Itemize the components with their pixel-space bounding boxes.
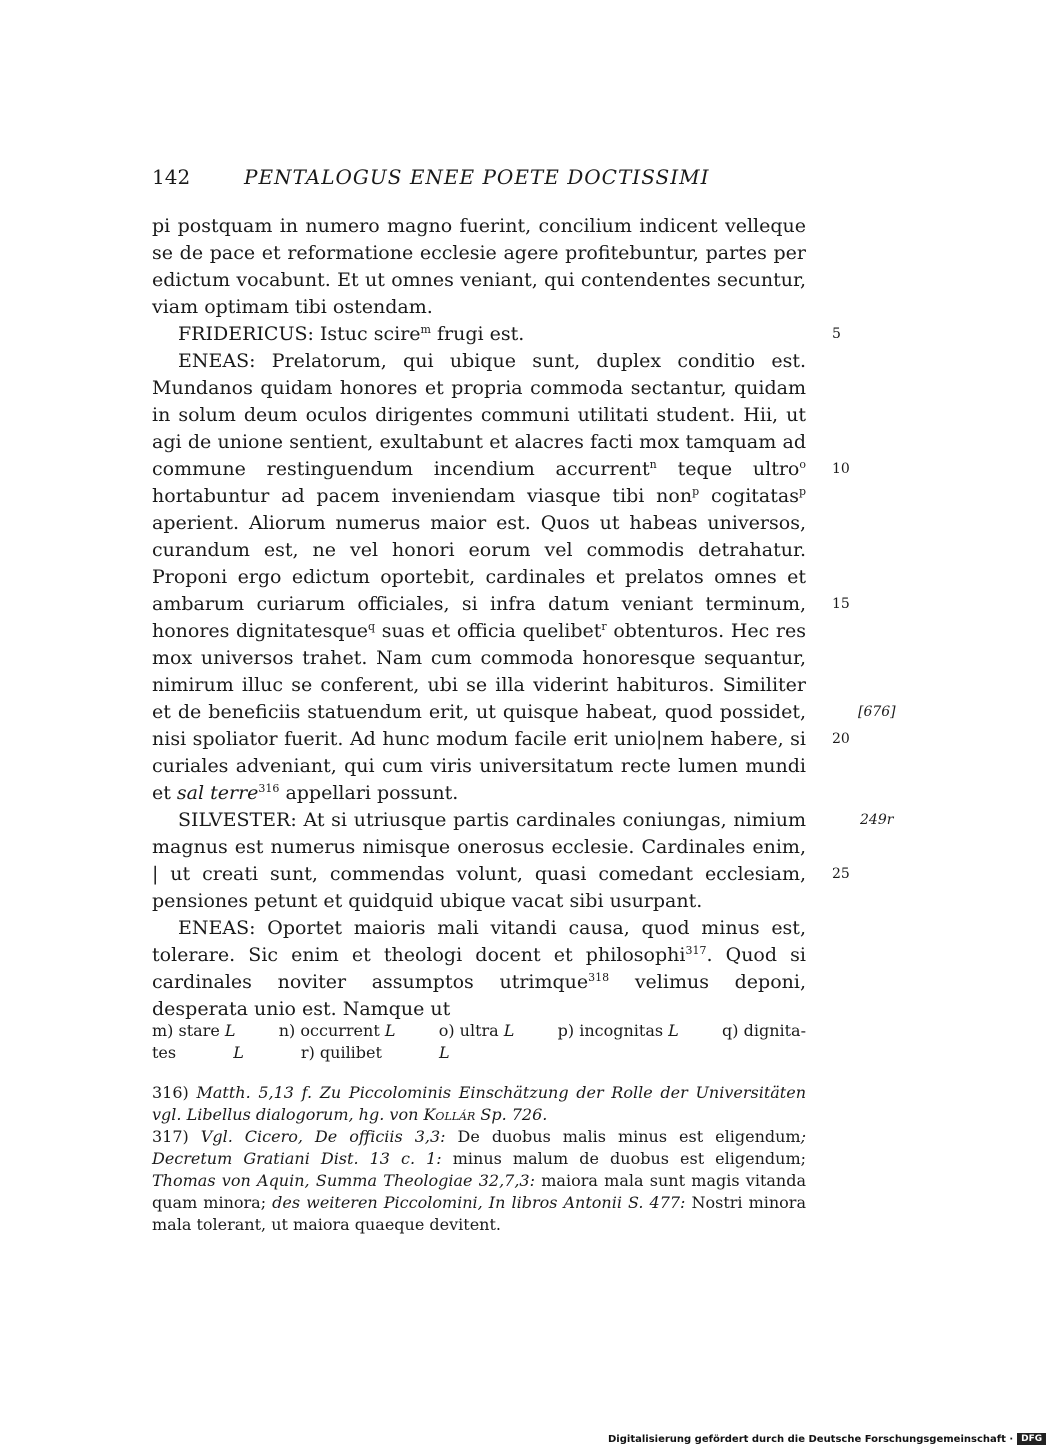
apparatus-sigil: L bbox=[439, 1043, 450, 1062]
text-span: hortabuntur ad pacem inveniendam viasque tibi non bbox=[152, 485, 693, 507]
footnotes bbox=[152, 1082, 806, 1236]
apparatus-lemma: n) occurrent bbox=[278, 1021, 385, 1040]
apparatus-sigil: L bbox=[384, 1021, 396, 1040]
apparatus-entry: q) dignita- bbox=[722, 1021, 806, 1040]
apparatus-lemma: r) quilibet bbox=[300, 1043, 388, 1062]
apparatus-lemma: p) incognitas bbox=[557, 1021, 669, 1040]
apparatus-sigil: L bbox=[224, 1021, 236, 1040]
paragraph-eneas-1 bbox=[152, 348, 806, 807]
text-span: appellari possunt. bbox=[279, 782, 459, 804]
footnote-source: ; Decretum Gratiani Dist. 13 c. 1: bbox=[152, 1127, 806, 1168]
footnote-quote: minus malum de duobus est eligendum; bbox=[441, 1149, 807, 1168]
apparatus-entry bbox=[152, 1043, 244, 1062]
apparatus-sigil: L bbox=[668, 1021, 679, 1040]
line-number: 15 bbox=[832, 596, 850, 612]
footnote-source: Vgl. Cicero, De officiis 3,3: bbox=[200, 1127, 446, 1146]
apparatus-entry bbox=[558, 1020, 679, 1042]
footnote-source: Thomas von Aquin, Summa Theologiae 32,7,3: bbox=[152, 1171, 535, 1190]
author-name: Kollár bbox=[423, 1105, 476, 1124]
quotation: sal terre bbox=[176, 782, 259, 804]
text-span: velimus deponi, desperata unio est. Namque ut bbox=[152, 971, 806, 1020]
apparatus-lemma: tes bbox=[152, 1043, 182, 1062]
apparatus-row bbox=[152, 1042, 806, 1064]
paragraph-silvester: SILVESTER: At si utriusque partis cardinales coniungas, nimium magnus est numerus nimisque onerosus ecclesie. Cardinales enim, | ut creati sunt, commendas volunt, quasi comedant ecclesiam, pensiones petunt et quidquid ubique vacat sibi usurpant. bbox=[152, 809, 806, 912]
text-span: ENEAS: Oportet maioris mali vitandi causa, quod minus est, tolerare. Sic enim et theologi docent et philosophi bbox=[152, 917, 806, 966]
text-span: aperient. Aliorum numerus maior est. Quos ut habeas universos, curandum est, ne vel honori eorum vel commodis detrahatur. Proponi ergo edictum oportebit, cardinales et prelatos omnes et ambarum curiarum officiales, si infra datum veniant terminum, honores dignitatesque bbox=[152, 512, 806, 642]
text-span: suas et officia quelibet bbox=[375, 620, 602, 642]
footnote-text: Sp. 726. bbox=[475, 1105, 548, 1124]
text-span: obtenturos. Hec res mox universos trahet. Nam cum commoda honoresque sequantur, nimirum illuc se conferent, ubi se illa viderint habituros. Similiter et de beneficiis statuendum erit, ut quisque habeat, quod possidet, nisi spoliator fuerit. Ad hunc modum facile erit unio|nem habere, si curiales adveniant, qui cum viris universitatum recte lumen mundi et bbox=[152, 620, 806, 804]
apparatus-mark: r bbox=[601, 620, 607, 633]
line-number: 10 bbox=[832, 461, 850, 477]
text-span: cogitatas bbox=[699, 485, 799, 507]
apparatus-mark: n bbox=[649, 458, 657, 471]
footnote-text: Matth. 5,13 f. Zu Piccolominis Einschätzung der Rolle der Universitäten vgl. Libellus dialogorum, hg. von bbox=[152, 1083, 806, 1124]
footnote-317 bbox=[152, 1126, 806, 1236]
footnote-316 bbox=[152, 1082, 806, 1126]
edition-page-ref: [676] bbox=[858, 704, 896, 720]
footnote-quote: maiora mala sunt magis vitanda quam minora; bbox=[152, 1171, 807, 1212]
footnote-mark: 317 bbox=[685, 944, 707, 957]
running-title: PENTALOGUS ENEE POETE DOCTISSIMI bbox=[244, 165, 710, 189]
paragraph-eneas-2 bbox=[152, 915, 806, 1023]
footnote-mark: 316 bbox=[258, 782, 280, 795]
folio-ref: 249r bbox=[860, 812, 894, 828]
apparatus-entry bbox=[439, 1020, 515, 1042]
main-text bbox=[152, 213, 806, 1023]
footnote-number: 317) bbox=[152, 1127, 201, 1146]
text-span: teque ultro bbox=[656, 458, 800, 480]
funding-footer bbox=[608, 1433, 1046, 1445]
apparatus-mark: o bbox=[799, 458, 806, 471]
apparatus-row bbox=[152, 1020, 806, 1042]
text-span: ENEAS: Prelatorum, qui ubique sunt, duplex conditio est. Mundanos quidam honores et propria commoda sectantur, quidam in solum deum oculos dirigentes communi utilitati student. Hii, ut agi de unione sentient, exultabunt et alacres facti mox tamquam ad commune restinguendum incendium accurrent bbox=[152, 350, 806, 480]
dfg-logo: DFG bbox=[1017, 1433, 1046, 1445]
funding-text: Digitalisierung gefördert durch die Deutsche Forschungsgemeinschaft · bbox=[608, 1433, 1014, 1445]
apparatus-mark: p bbox=[692, 485, 700, 498]
critical-apparatus bbox=[152, 1020, 806, 1064]
page-number: 142 bbox=[152, 165, 191, 189]
apparatus-mark: q bbox=[368, 620, 376, 633]
text-span: FRIDERICUS: Istuc scire bbox=[178, 323, 421, 345]
text-span: frugi est. bbox=[430, 323, 525, 345]
footnote-quote: De duobus malis minus est eligendum bbox=[445, 1127, 801, 1146]
apparatus-entry bbox=[152, 1020, 236, 1042]
line-number: 25 bbox=[832, 866, 850, 882]
line-number: 5 bbox=[832, 326, 841, 342]
footnote-mark: 318 bbox=[588, 971, 610, 984]
paragraph-1: pi postquam in numero magno fuerint, concilium indicent velleque se de pace et reformatione ecclesie agere profitebuntur, partes per edictum vocabunt. Et ut omnes veniant, qui contendentes secuntur, viam optimam tibi ostendam. bbox=[152, 215, 806, 318]
apparatus-entry bbox=[301, 1043, 450, 1062]
text-span: . Quod si cardinales noviter assumptos utrimque bbox=[152, 944, 806, 993]
apparatus-sigil: L bbox=[233, 1043, 244, 1062]
footnote-quote: Nostri minora mala tolerant, ut maiora quaeque devitent. bbox=[152, 1193, 806, 1234]
paragraph-friedericus bbox=[152, 321, 806, 348]
apparatus-mark: m bbox=[420, 323, 431, 336]
apparatus-sigil: L bbox=[503, 1021, 515, 1040]
footnote-number: 316) bbox=[152, 1083, 197, 1102]
apparatus-mark: p bbox=[798, 485, 806, 498]
line-number: 20 bbox=[832, 731, 850, 747]
apparatus-lemma: m) stare bbox=[152, 1021, 225, 1040]
footnote-source: des weiteren Piccolomini, In libros Antonii S. 477: bbox=[272, 1193, 686, 1212]
apparatus-entry bbox=[279, 1020, 396, 1042]
apparatus-lemma: o) ultra bbox=[438, 1021, 504, 1040]
